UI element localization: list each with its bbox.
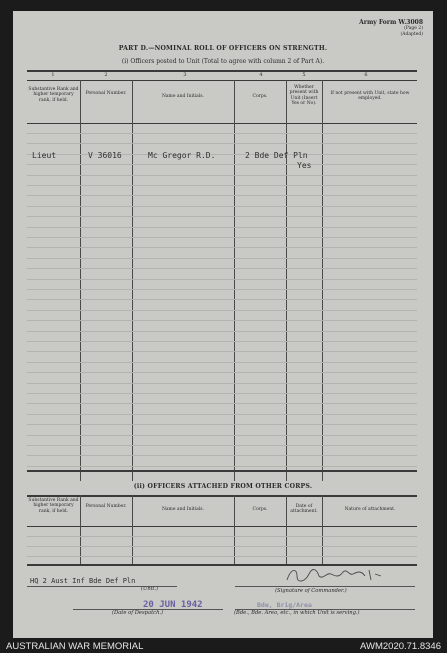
signature-caption: (Signature of Commander.) (275, 588, 347, 594)
ruled-line (27, 331, 417, 332)
ruled-line (27, 195, 417, 196)
ruled-line (27, 164, 417, 165)
ruled-line (27, 237, 417, 238)
column-divider-4 (286, 80, 287, 481)
column-divider-5 (322, 80, 323, 481)
part-d-title: PART D.—NOMINAL ROLL OF OFFICERS ON STRENGTH. (118, 45, 328, 52)
ruled-line (27, 310, 417, 311)
column-number-rule (27, 80, 417, 81)
ruled-line (27, 403, 417, 404)
column-number-2: 2 (104, 72, 108, 78)
form-status-label: (Adapted) (400, 32, 423, 37)
column-number-3: 3 (183, 72, 187, 78)
ruled-line (27, 299, 417, 300)
part-ii-header-rank: Substantive Rank and higher temporary rank, if held. (28, 498, 79, 514)
column-divider-1 (80, 80, 81, 481)
header-rank: Substantive Rank and higher temporary rank, if held. (28, 87, 79, 103)
formation-stamp: Bde, Brig/Area (257, 601, 312, 609)
ruled-line (27, 383, 417, 384)
part-ii-divider-3 (234, 495, 235, 564)
part-ii-divider-2 (132, 495, 133, 564)
entry-corps: 2 Bde Def Pln (245, 151, 308, 160)
ruled-line (27, 258, 417, 259)
column-number-4: 4 (259, 72, 263, 78)
unit-caption: (Unit.) (141, 586, 159, 592)
form-sheet (13, 11, 433, 638)
ruled-line (27, 216, 417, 217)
ruled-line (27, 185, 417, 186)
part-ii-header-date: Date of attachment. (290, 504, 318, 515)
part-ii-header-nature: Nature of attachment. (344, 507, 396, 512)
part-ii-top-rule (27, 495, 417, 497)
ruled-line (27, 289, 417, 290)
ruled-line (27, 455, 417, 456)
column-number-5: 5 (302, 72, 306, 78)
part-ii-title: (ii) OFFICERS ATTACHED FROM OTHER CORPS. (133, 483, 313, 490)
footer-institution: AUSTRALIAN WAR MEMORIAL (6, 641, 144, 652)
entry-personal-number: V 36016 (88, 151, 122, 160)
part-ii-header-rule (27, 526, 417, 527)
part-ii-divider-1 (80, 495, 81, 564)
header-employment: If not present with Unit, state how employed. (330, 91, 410, 102)
ruled-line (27, 372, 417, 373)
header-corps: Corps. (252, 94, 268, 99)
ruled-line (27, 556, 417, 557)
part-ii-header-name: Name and Initials. (161, 507, 205, 512)
ruled-line (27, 362, 417, 363)
ruled-line (27, 268, 417, 269)
header-personal-number: Personal Number. (85, 91, 127, 96)
ruled-line (27, 175, 417, 176)
date-stamp: 20 JUN 1942 (143, 600, 203, 610)
header-present: Whether present with Unit (Insert Yes or No). (289, 85, 319, 107)
unit-line (27, 586, 177, 587)
ruled-line (27, 393, 417, 394)
entry-rank: Lieut (32, 151, 57, 160)
part-ii-divider-5 (322, 495, 323, 564)
column-number-1: 1 (51, 72, 55, 78)
ruled-line (27, 536, 417, 537)
column-divider-2 (132, 80, 133, 481)
form-identifier (359, 19, 423, 38)
part-ii-header-corps: Corps. (252, 507, 268, 512)
ruled-line (27, 133, 417, 134)
ruled-line (27, 435, 417, 436)
entry-present: Yes (297, 161, 312, 170)
part-ii-header-personal-number: Personal Number. (85, 504, 127, 509)
ruled-line (27, 424, 417, 425)
ruled-line (27, 414, 417, 415)
column-divider-3 (234, 80, 235, 481)
ruled-line (27, 320, 417, 321)
ruled-line (27, 227, 417, 228)
formation-caption: (Bde., Bde. Area, etc., in which Unit is serving.) (234, 610, 360, 616)
form-page-label: (Page 2) (404, 26, 423, 31)
header-bottom-rule (27, 123, 417, 124)
part-i-bottom-rule (27, 470, 417, 472)
ruled-line (27, 247, 417, 248)
ruled-line (27, 279, 417, 280)
ruled-line (27, 466, 417, 467)
ruled-line (27, 341, 417, 342)
column-number-6: 6 (364, 72, 368, 78)
ruled-line (27, 546, 417, 547)
commander-signature (283, 564, 393, 586)
form-id-label: Army Form W.3008 (359, 19, 423, 26)
ruled-line (27, 143, 417, 144)
date-caption: (Date of Despatch.) (112, 610, 164, 616)
header-name: Name and Initials. (161, 94, 205, 99)
entry-name: Mc Gregor R.D. (148, 151, 216, 160)
ruled-line (27, 154, 417, 155)
ruled-line (27, 351, 417, 352)
footer-accession-number: AWM2020.71.8346 (360, 641, 441, 652)
part-ii-divider-4 (286, 495, 287, 564)
ruled-line (27, 445, 417, 446)
ruled-line (27, 206, 417, 207)
unit-typed: HQ 2 Aust Inf Bde Def Pln (30, 577, 136, 585)
part-d-subtitle: (i) Officers posted to Unit (Total to agree with column 2 of Part A). (121, 58, 325, 65)
signature-line (235, 586, 415, 587)
